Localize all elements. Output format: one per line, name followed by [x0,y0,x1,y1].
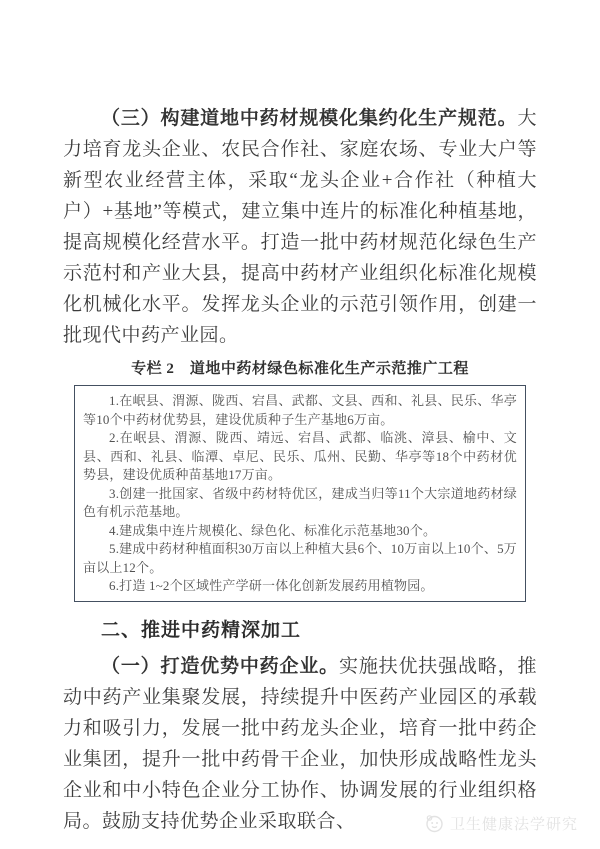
paragraph-body-text: 实施扶优扶强战略，推动中药产业集聚发展，持续提升中医药产业园区的承载力和吸引力，发展一批中药龙头企业，培育一批中药企业集团，提升一批中药骨干企业，加快形成战略性龙头企业和中小特色企业分工协作、协调发展的行业组织格局。鼓励支持优势企业采取联合、 [63,655,537,832]
column-box [74,385,526,602]
box-item-5: 5.建成中药材种植面积30万亩以上种植大县6个、10万亩以上10个、5万亩以上12个。 [83,541,517,575]
watermark-logo-icon [424,813,445,834]
watermark [424,813,578,834]
paragraph-enterprise [63,651,537,837]
box-item-2: 2.在岷县、渭源、陇西、靖远、宕昌、武都、临洮、漳县、榆中、文县、西和、礼县、临潭、卓尼、民乐、瓜州、民勤、华亭等18个中药材优势县，建设优质种苗基地17万亩。 [83,430,517,482]
paragraph-lead-bold: （三）构建道地中药材规模化集约化生产规范。 [101,108,518,129]
column-box-title: 专栏 2 道地中药材绿色标准化生产示范推广工程 [131,361,469,377]
box-item-1: 1.在岷县、渭源、陇西、宕昌、武都、文县、西和、礼县、民乐、华亭等10个中药材优势县，建设优质种子生产基地6万亩。 [83,393,517,427]
box-item-6: 6.打造 1~2个区域性产学研一体化创新发展药用植物园。 [109,578,434,593]
paragraph-lead-bold: （一）打造优势中药企业。 [101,655,339,677]
box-item-4: 4.建成集中连片规模化、绿色化、标准化示范基地30个。 [109,522,437,538]
paragraph-body-text: 大力培育龙头企业、农民合作社、家庭农场、专业大户等新型农业经营主体，采取“龙头企业+合作社（种植大户）+基地”等模式，建立集中连片的标准化种植基地，提高规模化经营水平。打造一批中药材规范化绿色生产示范村和产业大县，提高中药材产业组织化标准化规模化机械化水平。发挥龙头企业的示范引领作用，创建一批现代中药产业园。 [63,108,537,346]
watermark-text: 卫生健康法学研究 [449,817,578,833]
paragraph-construct-production [63,103,537,351]
section-heading-processing: 二、推进中药精深加工 [101,619,302,641]
box-item-3: 3.创建一批国家、省级中药材特优区，建成当归等11个大宗道地药材绿色有机示范基地。 [83,485,517,519]
